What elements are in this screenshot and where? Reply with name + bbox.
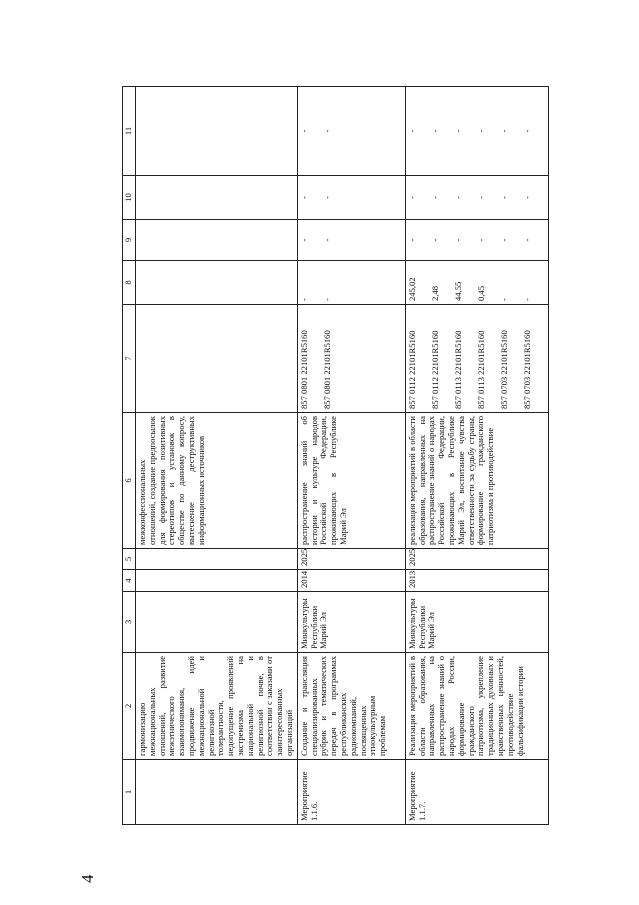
col11-cell [405, 87, 548, 176]
start-year-cell [136, 570, 298, 592]
code-cell [297, 305, 405, 413]
col-header: 3 [123, 592, 136, 653]
col-header: 11 [123, 87, 136, 176]
table-row [297, 87, 405, 825]
col-header: 8 [123, 261, 136, 305]
col9-cell [297, 220, 405, 261]
page-number: 4 [78, 874, 97, 883]
amount-value: - [321, 298, 332, 301]
end-year-cell: 2025 [297, 549, 405, 570]
budget-code: 857 0112 22101R5160 [429, 330, 440, 409]
col9-cell [136, 220, 298, 261]
executor-cell: Минкультуры Республики Марий Эл [405, 592, 548, 653]
amount-cell [136, 261, 298, 305]
event-name-cell: Реализация мероприятий в области образования, направленных на распространение знаний о народах России, формирование гражданского патриотизма, укрепление традиционных духовных и нравственных ценностей, противодействие фальсификации истории [405, 653, 548, 760]
col11-cell [297, 87, 405, 176]
start-year-cell: 2013 [405, 570, 548, 592]
budget-code: 857 0112 22101R5160 [406, 330, 417, 409]
event-name-cell: гармонизацию межнациональных отношений, развитие межэтнического взаимопонимания, продвижение идей межнациональной и религиозной толерантности, недопущение проявлений экстремизма на национальной и религиозной почве, в соответствии с заказами от заинтересованных организаций [136, 653, 298, 760]
col-header: 4 [123, 570, 136, 592]
end-year-cell: 2025 [405, 549, 548, 570]
amount-value: 245,02 [406, 277, 417, 301]
col10-value: - [521, 196, 532, 199]
budget-code: 857 0703 22101R5160 [521, 330, 532, 409]
result-cell: реализация мероприятий в области образования, направленных на распространение знаний о народах Российской Федерации, проживающих в Республике Марий Эл, воспитание чувства ответственности за судьбу страны, формирование гражданского патриотизма и противодействие [405, 413, 548, 549]
col10-value: - [452, 196, 463, 199]
budget-code: 857 0801 22101R5160 [321, 330, 332, 409]
col9-value: - [475, 238, 486, 242]
event-cell: Мероприятие 1.1.7. [405, 760, 548, 825]
amount-value: 0,45 [475, 285, 486, 301]
col11-cell [136, 87, 298, 176]
event-name-cell: Создание и трансляция специализированных рубрик и тематических передач в программах республиканских радиокомпаний, посвященных этнокультурным проблемам [297, 653, 405, 760]
amount-value: - [498, 298, 509, 301]
col10-value: - [429, 196, 440, 199]
col9-value: - [452, 238, 463, 242]
end-year-cell [136, 549, 298, 570]
amount-cell [297, 261, 405, 305]
amount-cell [405, 261, 548, 305]
col10-value: - [406, 196, 417, 199]
col9-value: - [498, 238, 509, 242]
program-table [122, 86, 549, 825]
col10-cell [297, 176, 405, 220]
col9-value: - [429, 238, 440, 242]
col11-value: - [521, 129, 532, 133]
col-header: 5 [123, 549, 136, 570]
col-header: 6 [123, 413, 136, 549]
col9-value: - [321, 238, 332, 242]
col10-cell [405, 176, 548, 220]
col11-value: - [452, 129, 463, 133]
amount-value: 2,48 [429, 285, 440, 301]
col-header: 9 [123, 220, 136, 261]
event-cell: Мероприятие 1.1.6. [297, 760, 405, 825]
col10-value: - [298, 196, 309, 199]
amount-value: 44,55 [452, 281, 463, 301]
amount-value: - [298, 298, 309, 301]
col11-value: - [475, 129, 486, 133]
table-row [136, 87, 298, 825]
col9-cell [405, 220, 548, 261]
code-cell [405, 305, 548, 413]
executor-cell [136, 592, 298, 653]
start-year-cell: 2014 [297, 570, 405, 592]
col11-value: - [429, 129, 440, 133]
col9-value: - [521, 238, 532, 242]
col-header: 2 [123, 653, 136, 760]
executor-cell: Минкультуры Республики Марий Эл [297, 592, 405, 653]
result-cell: распространение знаний об истории и культуре народов Российской Федерации, проживающих в Республике Марий Эл [297, 413, 405, 549]
table-row [405, 87, 548, 825]
budget-code: 857 0703 22101R5160 [498, 330, 509, 409]
col10-value: - [321, 196, 332, 199]
amount-value: - [521, 298, 532, 301]
budget-code: 857 0801 22101R5160 [298, 330, 309, 409]
col11-value: - [406, 129, 417, 133]
event-cell [136, 760, 298, 825]
budget-code: 857 0113 22101R5160 [475, 330, 486, 409]
col11-value: - [321, 129, 332, 133]
header-row [123, 87, 136, 825]
col9-value: - [406, 238, 417, 242]
col10-value: - [498, 196, 509, 199]
col-header: 7 [123, 305, 136, 413]
col10-cell [136, 176, 298, 220]
result-cell: межконфессиональных отношений, создание предпосылок для формирования позитивных стереотипов и установок в обществе по данному вопросу, вытеснение деструктивных информационных источников [136, 413, 298, 549]
code-cell [136, 305, 298, 413]
budget-code: 857 0113 22101R5160 [452, 330, 463, 409]
col10-value: - [475, 196, 486, 199]
col11-value: - [498, 129, 509, 133]
col-header: 1 [123, 760, 136, 825]
col-header: 10 [123, 176, 136, 220]
col9-value: - [298, 238, 309, 242]
col11-value: - [298, 129, 309, 133]
